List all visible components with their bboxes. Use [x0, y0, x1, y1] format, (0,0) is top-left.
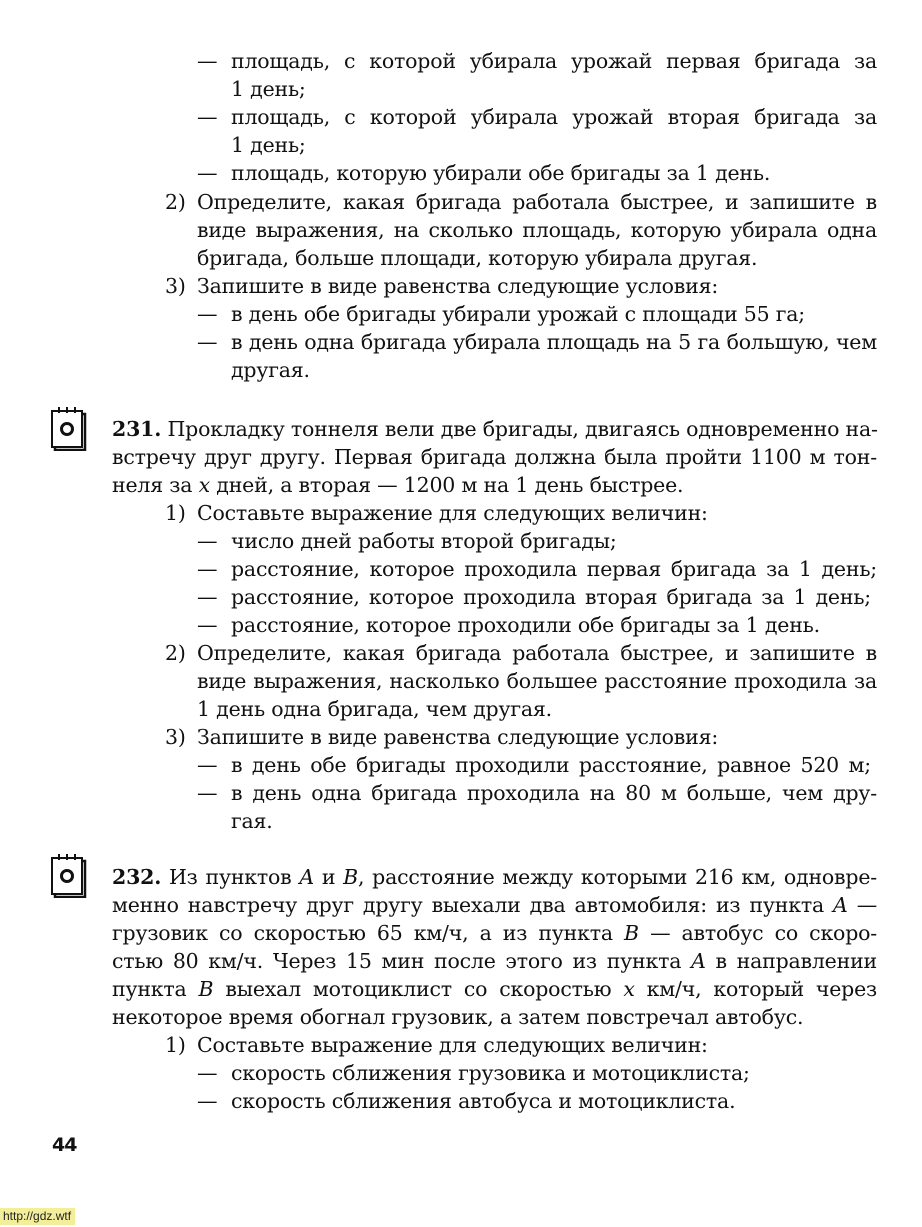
bullet-dash: — [197, 613, 218, 637]
item-label: 2) [165, 641, 186, 665]
bullet-dash: — [197, 330, 218, 354]
bullet-dash: — [197, 1061, 218, 1085]
problem-231-line: неля за x дней, а вторая — 1200 м на 1 день быстрее. [112, 473, 684, 497]
problem-number: 231. [112, 417, 162, 441]
problem-232-line: пункта B выехал мотоциклист со скоростью x км/ч, который через [112, 977, 877, 1001]
bullet-text: площадь, которую убирали обе бригады за 1 день. [231, 161, 771, 185]
bullet-text: скорость сближения грузовика и мотоциклиста; [231, 1061, 750, 1085]
bullet-text: в день одна бригада проходила на 80 м больше, чем дру- [231, 781, 877, 805]
item-text: бригада, больше площади, которую убирала другая. [197, 246, 758, 270]
bullet-dash: — [197, 557, 218, 581]
bullet-text: площадь, с которой убирала урожай первая бригада за [231, 49, 877, 73]
problem-232-line: некоторое время обогнал грузовик, а затем повстречал автобус. [112, 1005, 804, 1029]
bullet-text: площадь, с которой убирала урожай вторая бригада за [231, 105, 877, 129]
bullet-continuation: гая. [231, 809, 273, 833]
item-label: 1) [165, 1033, 186, 1057]
page-number: 44 [52, 1134, 77, 1156]
bullet-dash: — [197, 1089, 218, 1113]
item-label: 1) [165, 501, 186, 525]
problem-232-line: грузовик со скоростью 65 км/ч, а из пункта B — автобус со скоро- [112, 921, 877, 945]
bullet-dash: — [197, 753, 218, 777]
variable-x: x [198, 473, 210, 497]
bullet-dash: — [197, 161, 218, 185]
item-text: Запишите в виде равенства следующие условия: [197, 274, 719, 298]
variable-x: x [623, 977, 635, 1001]
bullet-text: в день обе бригады проходили расстояние, равное 520 м; [231, 753, 871, 777]
bullet-text: в день одна бригада убирала площадь на 5 га большую, чем [231, 330, 877, 354]
item-text: Определите, какая бригада работала быстрее, и запишите в [197, 190, 877, 214]
notepad-circle-icon [48, 852, 88, 898]
bullet-text: в день обе бригады убирали урожай с площади 55 га; [231, 302, 806, 326]
bullet-continuation: 1 день; [231, 77, 306, 101]
bullet-dash: — [197, 302, 218, 326]
item-text: Составьте выражение для следующих величин: [197, 1033, 708, 1057]
bullet-dash: — [197, 105, 218, 129]
bullet-dash: — [197, 49, 218, 73]
bullet-text: расстояние, которое проходили обе бригады за 1 день. [231, 613, 820, 637]
bullet-text: расстояние, которое проходила первая бригада за 1 день; [231, 557, 877, 581]
notepad-circle-icon [48, 405, 88, 451]
bullet-dash: — [197, 781, 218, 805]
bullet-continuation: 1 день; [231, 133, 306, 157]
item-label: 3) [165, 274, 186, 298]
problem-232-line: менно навстречу друг другу выехали два автомобиля: из пункта A — [112, 893, 877, 917]
problem-232-line: стью 80 км/ч. Через 15 мин после этого из пункта A в направлении [112, 949, 877, 973]
item-label: 3) [165, 725, 186, 749]
problem-232-line: 232. Из пунктов A и B, расстояние между которыми 216 км, одновре- [112, 865, 877, 889]
item-text: виде выражения, на сколько площадь, которую убирала одна [197, 218, 877, 242]
bullet-text: число дней работы второй бригады; [231, 529, 617, 553]
bullet-continuation: другая. [231, 358, 310, 382]
bullet-dash: — [197, 585, 218, 609]
item-text: 1 день одна бригада, чем другая. [197, 697, 552, 721]
bullet-text: скорость сближения автобуса и мотоциклиста. [231, 1089, 736, 1113]
item-text: Запишите в виде равенства следующие условия: [197, 725, 719, 749]
problem-number: 232. [112, 865, 162, 889]
bullet-text: расстояние, которое проходила вторая бригада за 1 день; [231, 585, 871, 609]
item-text: виде выражения, насколько большее расстояние проходила за [197, 669, 877, 693]
item-text: Определите, какая бригада работала быстрее, и запишите в [197, 641, 877, 665]
problem-231-line: 231. Прокладку тоннеля вели две бригады, двигаясь одновременно на- [112, 417, 878, 441]
bullet-dash: — [197, 529, 218, 553]
problem-231-line: встречу друг другу. Первая бригада должна была пройти 1100 м тон- [112, 445, 877, 469]
watermark-link[interactable]: http://gdz.wtf [0, 1208, 75, 1225]
item-text: Составьте выражение для следующих величин: [197, 501, 708, 525]
item-label: 2) [165, 190, 186, 214]
